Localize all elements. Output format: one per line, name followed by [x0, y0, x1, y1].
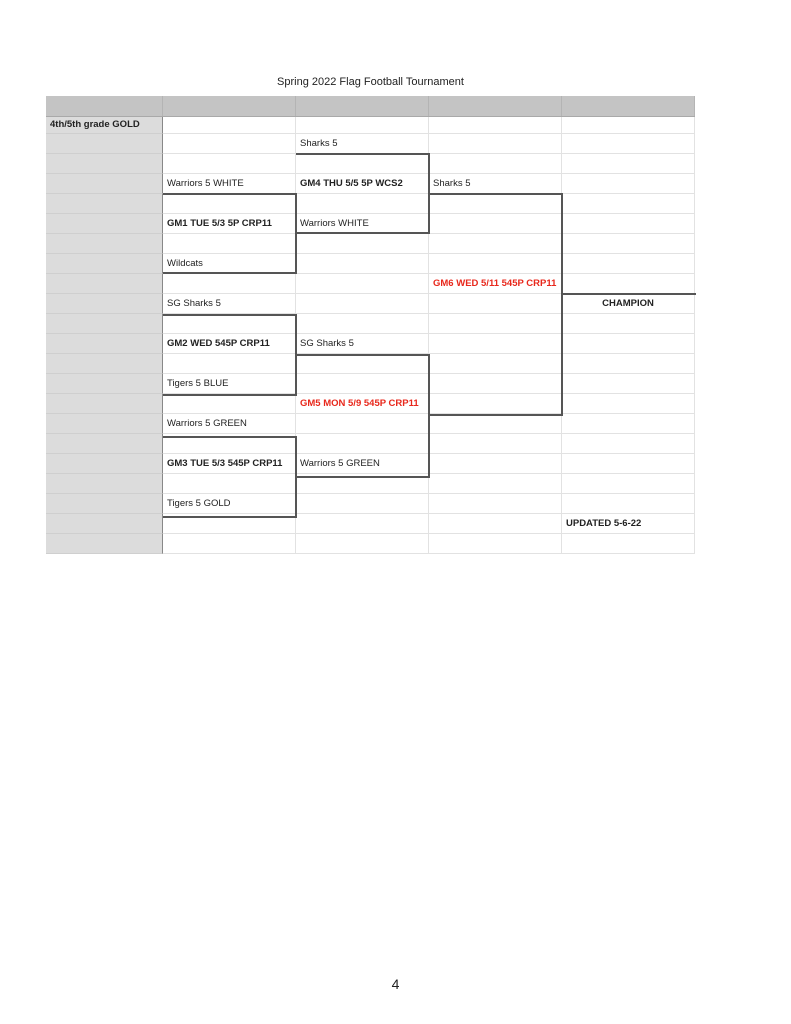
- table-row: [46, 234, 695, 254]
- bracket-cell[interactable]: [296, 434, 429, 454]
- bracket-cell[interactable]: GM6 WED 5/11 545P CRP11: [429, 274, 562, 294]
- bracket-grid: [46, 117, 695, 554]
- header-cell: [562, 96, 695, 116]
- bracket-cell[interactable]: SG Sharks 5: [296, 334, 429, 354]
- bracket-cell[interactable]: [429, 234, 562, 254]
- bracket-cell[interactable]: [562, 414, 695, 434]
- table-row: [46, 474, 695, 494]
- bracket-cell[interactable]: [562, 234, 695, 254]
- bracket-cell[interactable]: Sharks 5: [296, 134, 429, 154]
- bracket-cell[interactable]: [562, 154, 695, 174]
- row-label-cell[interactable]: 4th/5th grade GOLD: [46, 117, 163, 134]
- bracket-cell[interactable]: [296, 474, 429, 494]
- bracket-cell[interactable]: [562, 454, 695, 474]
- bracket-cell[interactable]: [429, 134, 562, 154]
- bracket-cell[interactable]: [429, 214, 562, 234]
- bracket-cell[interactable]: Warriors 5 GREEN: [163, 414, 296, 434]
- bracket-cell[interactable]: [296, 414, 429, 434]
- bracket-cell[interactable]: [163, 134, 296, 154]
- bracket-cell[interactable]: [429, 474, 562, 494]
- bracket-cell[interactable]: [163, 474, 296, 494]
- row-label-cell[interactable]: [46, 174, 163, 194]
- table-row: [46, 434, 695, 454]
- header-cell: [429, 96, 562, 116]
- bracket-cell[interactable]: GM2 WED 545P CRP11: [163, 334, 296, 354]
- bracket-cell[interactable]: [562, 254, 695, 274]
- page-number: 4: [391, 976, 400, 992]
- bracket-cell[interactable]: Sharks 5: [429, 174, 562, 194]
- bracket-cell[interactable]: [163, 194, 296, 214]
- bracket-cell[interactable]: [429, 514, 562, 534]
- row-label-cell[interactable]: [46, 314, 163, 334]
- bracket-cell[interactable]: [562, 214, 695, 234]
- row-label-cell[interactable]: [46, 354, 163, 374]
- bracket-cell[interactable]: [429, 334, 562, 354]
- bracket-cell[interactable]: [163, 234, 296, 254]
- bracket-cell[interactable]: [163, 354, 296, 374]
- bracket-cell[interactable]: [429, 254, 562, 274]
- bracket-cell[interactable]: GM4 THU 5/5 5P WCS2: [296, 174, 429, 194]
- bracket-cell[interactable]: Wildcats: [163, 254, 296, 274]
- bracket-cell[interactable]: Tigers 5 BLUE: [163, 374, 296, 394]
- bracket-cell[interactable]: [429, 354, 562, 374]
- bracket-cell[interactable]: [296, 494, 429, 514]
- table-row: [46, 314, 695, 334]
- row-label-cell[interactable]: [46, 394, 163, 414]
- bracket-cell[interactable]: GM5 MON 5/9 545P CRP11: [296, 394, 429, 414]
- table-row: [46, 254, 695, 274]
- table-row: [46, 514, 695, 534]
- bracket-cell[interactable]: UPDATED 5-6-22: [562, 514, 695, 534]
- row-label-cell[interactable]: [46, 534, 163, 554]
- table-row: [46, 154, 695, 174]
- bracket-cell[interactable]: Warriors 5 WHITE: [163, 174, 296, 194]
- row-label-cell[interactable]: [46, 434, 163, 454]
- header-cell: [46, 96, 163, 116]
- table-row: [46, 214, 695, 234]
- table-row: [46, 494, 695, 514]
- bracket-cell[interactable]: [163, 274, 296, 294]
- row-label-cell[interactable]: [46, 514, 163, 534]
- bracket-cell[interactable]: [296, 354, 429, 374]
- row-label-cell[interactable]: [46, 374, 163, 394]
- row-label-cell[interactable]: [46, 334, 163, 354]
- table-row: [46, 294, 695, 314]
- header-cell: [163, 96, 296, 116]
- row-label-cell[interactable]: [46, 154, 163, 174]
- bracket-cell[interactable]: [562, 394, 695, 414]
- row-label-cell[interactable]: [46, 414, 163, 434]
- header-row: [46, 96, 695, 117]
- row-label-cell[interactable]: [46, 254, 163, 274]
- bracket-cell[interactable]: [163, 394, 296, 414]
- bracket-cell[interactable]: SG Sharks 5: [163, 294, 296, 314]
- bracket-cell[interactable]: GM3 TUE 5/3 545P CRP11: [163, 454, 296, 474]
- table-row: [46, 174, 695, 194]
- bracket-cell[interactable]: [296, 254, 429, 274]
- bracket-cell[interactable]: [429, 534, 562, 554]
- bracket-cell[interactable]: [562, 354, 695, 374]
- table-row: [46, 334, 695, 354]
- bracket-cell[interactable]: [296, 234, 429, 254]
- bracket-cell[interactable]: [562, 194, 695, 214]
- page-title: Spring 2022 Flag Football Tournament: [277, 76, 464, 88]
- table-row: [46, 394, 695, 414]
- bracket-cell[interactable]: [562, 434, 695, 454]
- row-label-cell[interactable]: [46, 454, 163, 474]
- bracket-cell[interactable]: [562, 314, 695, 334]
- bracket-cell[interactable]: [163, 514, 296, 534]
- bracket-cell[interactable]: [562, 117, 695, 134]
- bracket-cell[interactable]: [562, 274, 695, 294]
- bracket-cell[interactable]: [296, 194, 429, 214]
- bracket-cell[interactable]: [429, 314, 562, 334]
- table-row: [46, 194, 695, 214]
- bracket-cell[interactable]: [163, 534, 296, 554]
- bracket-cell[interactable]: [562, 474, 695, 494]
- table-row: [46, 414, 695, 434]
- bracket-cell[interactable]: [429, 414, 562, 434]
- row-label-cell[interactable]: [46, 474, 163, 494]
- bracket-cell[interactable]: [296, 294, 429, 314]
- table-row: [46, 354, 695, 374]
- row-label-cell[interactable]: [46, 234, 163, 254]
- bracket-cell[interactable]: [163, 154, 296, 174]
- bracket-cell[interactable]: [429, 154, 562, 174]
- bracket-cell[interactable]: [429, 494, 562, 514]
- table-row: [46, 374, 695, 394]
- bracket-cell[interactable]: [429, 194, 562, 214]
- table-row: [46, 274, 695, 294]
- bracket-cell[interactable]: [296, 534, 429, 554]
- bracket-cell[interactable]: [562, 494, 695, 514]
- row-label-cell[interactable]: [46, 274, 163, 294]
- bracket-cell[interactable]: [562, 334, 695, 354]
- bracket-cell[interactable]: [296, 314, 429, 334]
- bracket-cell[interactable]: [429, 454, 562, 474]
- row-label-cell[interactable]: [46, 494, 163, 514]
- table-row: [46, 534, 695, 554]
- bracket-cell[interactable]: [429, 374, 562, 394]
- row-label-cell[interactable]: [46, 194, 163, 214]
- row-label-cell[interactable]: [46, 294, 163, 314]
- bracket-cell[interactable]: [163, 314, 296, 334]
- bracket-cell[interactable]: [296, 117, 429, 134]
- bracket-cell[interactable]: Tigers 5 GOLD: [163, 494, 296, 514]
- bracket-cell[interactable]: Warriors 5 GREEN: [296, 454, 429, 474]
- bracket-cell[interactable]: [296, 374, 429, 394]
- table-row: [46, 117, 695, 134]
- row-label-cell[interactable]: [46, 214, 163, 234]
- bracket-cell[interactable]: [429, 394, 562, 414]
- bracket-cell[interactable]: [562, 134, 695, 154]
- bracket-cell[interactable]: [163, 434, 296, 454]
- bracket-cell[interactable]: [562, 174, 695, 194]
- bracket-cell[interactable]: Warriors WHITE: [296, 214, 429, 234]
- bracket-cell[interactable]: GM1 TUE 5/3 5P CRP11: [163, 214, 296, 234]
- bracket-cell[interactable]: [429, 294, 562, 314]
- header-cell: [296, 96, 429, 116]
- table-row: [46, 134, 695, 154]
- bracket-sheet: [46, 96, 695, 554]
- table-row: [46, 454, 695, 474]
- bracket-cell[interactable]: [296, 274, 429, 294]
- bracket-cell[interactable]: [429, 434, 562, 454]
- bracket-cell[interactable]: [296, 154, 429, 174]
- row-label-cell[interactable]: [46, 134, 163, 154]
- bracket-cell[interactable]: [562, 374, 695, 394]
- bracket-cell[interactable]: CHAMPION: [562, 294, 695, 314]
- bracket-cell[interactable]: [562, 534, 695, 554]
- bracket-cell[interactable]: [163, 117, 296, 134]
- bracket-cell[interactable]: [296, 514, 429, 534]
- bracket-cell[interactable]: [429, 117, 562, 134]
